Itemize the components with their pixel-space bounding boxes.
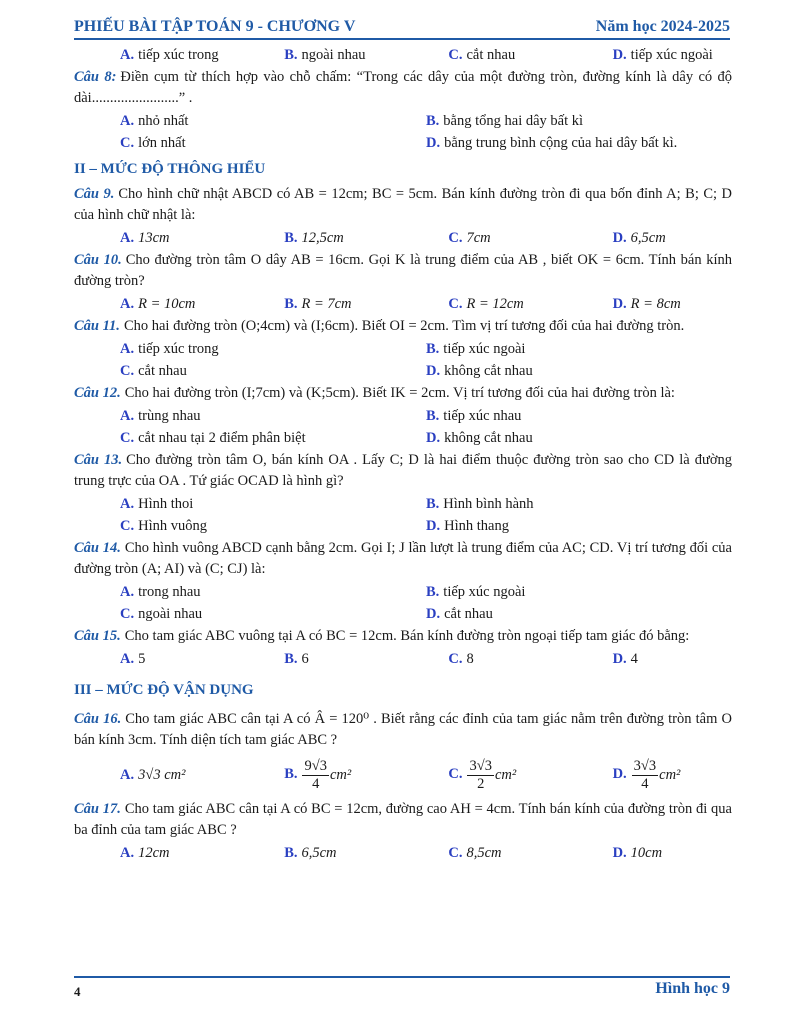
q8-option-b: B. bằng tổng hai dây bất kì xyxy=(426,112,584,129)
q10-option-b: B. R = 7cm xyxy=(284,295,352,312)
q12-options-row1 xyxy=(74,405,732,427)
q8-option-a: A. nhỏ nhất xyxy=(120,112,189,129)
q17-option-c: C. 8,5cm xyxy=(448,844,502,861)
question-17: Câu 17. Cho tam giác ABC cân tại A có BC = 12cm, đường cao AH = 4cm. Tính bán kính của đường tròn đi qua ba đỉnh của tam giác ABC ? xyxy=(74,801,732,838)
q14-options-row1 xyxy=(74,581,732,603)
q8-options-row2 xyxy=(74,132,732,154)
q14-option-d: D. cắt nhau xyxy=(426,605,493,622)
q16-option-b: B. $\frac{9√3}{4}$ cm² xyxy=(284,757,352,792)
q13-option-a: A. Hình thoi xyxy=(120,495,194,512)
q17-option-b: B. 6,5cm xyxy=(284,844,337,861)
q7-options xyxy=(74,44,732,66)
q11-option-d: D. không cắt nhau xyxy=(426,362,533,379)
q10-options xyxy=(74,293,732,315)
footer-rule xyxy=(74,976,730,978)
q15-option-b: B. 6 xyxy=(284,650,309,667)
q17-options xyxy=(74,842,732,864)
question-text: Điền cụm từ thích hợp vào chỗ chấm: “Trong các dây của một đường tròn, đường kính là dây có độ dài........................” . xyxy=(74,69,732,106)
q10-option-d: D. R = 8cm xyxy=(612,295,681,312)
q7-option-b: B. ngoài nhau xyxy=(284,46,366,63)
q16-option-d: D. $\frac{3√3}{4}$ cm² xyxy=(612,757,681,792)
q12-option-a: A. trùng nhau xyxy=(120,407,201,424)
header-title: PHIẾU BÀI TẬP TOÁN 9 - CHƯƠNG V xyxy=(74,18,356,35)
question-10: Câu 10. Cho đường tròn tâm O dây AB = 16cm. Gọi K là trung điểm của AB , biết OK = 6cm. Tính bán kính đường tròn? xyxy=(74,252,732,289)
q14-option-a: A. trong nhau xyxy=(120,583,201,600)
question-9: Câu 9. Cho hình chữ nhật ABCD có AB = 12cm; BC = 5cm. Bán kính đường tròn đi qua bốn đỉnh A; B; C; D của hình chữ nhật là: xyxy=(74,186,732,223)
q9-options xyxy=(74,227,732,249)
q13-option-d: D. Hình thang xyxy=(426,517,509,534)
header-school-year: Năm học 2024-2025 xyxy=(595,18,730,35)
q15-option-a: A. 5 xyxy=(120,650,146,667)
q7-option-a: A. tiếp xúc trong xyxy=(120,46,219,63)
q12-option-b: B. tiếp xúc nhau xyxy=(426,407,522,424)
q11-options-row2 xyxy=(74,360,732,382)
q10-option-a: A. R = 10cm xyxy=(120,295,196,312)
header-rule xyxy=(74,38,730,40)
q16-option-a: A. 3√3 cm² xyxy=(120,766,186,783)
q11-option-a: A. tiếp xúc trong xyxy=(120,340,219,357)
q13-option-b: B. Hình bình hành xyxy=(426,495,534,512)
worksheet-content xyxy=(74,44,732,864)
question-11: Câu 11. Cho hai đường tròn (O;4cm) và (I;6cm). Biết OI = 2cm. Tìm vị trí tương đối của hai đường tròn. xyxy=(74,318,685,334)
q9-option-c: C. 7cm xyxy=(448,229,491,246)
q10-option-c: C. R = 12cm xyxy=(448,295,524,312)
q12-option-c: C. cắt nhau tại 2 điểm phân biệt xyxy=(120,429,306,446)
q14-option-c: C. ngoài nhau xyxy=(120,605,203,622)
question-number: Câu 8: xyxy=(74,69,117,85)
q8-option-d: D. bằng trung bình cộng của hai dây bất kì. xyxy=(426,134,678,151)
q17-option-d: D. 10cm xyxy=(612,844,663,861)
question-14: Câu 14. Cho hình vuông ABCD cạnh bằng 2cm. Gọi I; J lần lượt là trung điểm của AC; CD. Vị trí tương đối của đường tròn (A; AI) và (C; CJ) là: xyxy=(74,540,732,577)
q11-option-b: B. tiếp xúc ngoài xyxy=(426,340,526,357)
q12-options-row2 xyxy=(74,427,732,449)
q11-option-c: C. cắt nhau xyxy=(120,362,187,379)
q9-option-b: B. 12,5cm xyxy=(284,229,344,246)
q13-options-row1 xyxy=(74,493,732,515)
q14-options-row2 xyxy=(74,603,732,625)
question-12: Câu 12. Cho hai đường tròn (I;7cm) và (K;5cm). Biết IK = 2cm. Vị trí tương đối của hai đường tròn là: xyxy=(74,385,675,401)
q17-option-a: A. 12cm xyxy=(120,844,170,861)
q12-option-d: D. không cắt nhau xyxy=(426,429,533,446)
q16-option-c: C. $\frac{3√3}{2}$ cm² xyxy=(448,757,517,792)
q15-option-d: D. 4 xyxy=(612,650,638,667)
q13-option-c: C. Hình vuông xyxy=(120,517,207,534)
footer-subject: Hình học 9 xyxy=(655,980,730,997)
q7-option-c: C. cắt nhau xyxy=(448,46,516,63)
q15-option-c: C. 8 xyxy=(448,650,474,667)
q15-options xyxy=(74,648,732,670)
question-8 xyxy=(74,67,732,109)
page-number: 4 xyxy=(74,984,81,999)
q9-option-d: D. 6,5cm xyxy=(612,229,666,246)
section-heading-2: II – MỨC ĐỘ THÔNG HIỂU xyxy=(74,161,266,177)
q9-option-a: A. 13cm xyxy=(120,229,170,246)
question-15: Câu 15. Cho tam giác ABC vuông tại A có BC = 12cm. Bán kính đường tròn ngoại tiếp tam giác đó bằng: xyxy=(74,628,690,644)
question-13: Câu 13. Cho đường tròn tâm O, bán kính OA . Lấy C; D là hai điểm thuộc đường tròn sao cho CD là đường trung trực của OA . Tứ giác OCAD là hình gì? xyxy=(74,452,732,489)
section-heading-3: III – MỨC ĐỘ VẬN DỤNG xyxy=(74,682,254,698)
question-16: Câu 16. Cho tam giác ABC cân tại A có Â = 120⁰ . Biết rằng các đỉnh của tam giác nằm trên đường tròn tâm O bán kính 3cm. Tính diện tích tam giác ABC ? xyxy=(74,711,732,748)
q16-options xyxy=(74,752,732,798)
q13-options-row2 xyxy=(74,515,732,537)
q8-option-c: C. lớn nhất xyxy=(120,134,186,151)
q8-options-row1 xyxy=(74,110,732,132)
q14-option-b: B. tiếp xúc ngoài xyxy=(426,583,526,600)
q11-options-row1 xyxy=(74,338,732,360)
q7-option-d: D. tiếp xúc ngoài xyxy=(612,46,713,63)
page-header xyxy=(74,14,730,40)
